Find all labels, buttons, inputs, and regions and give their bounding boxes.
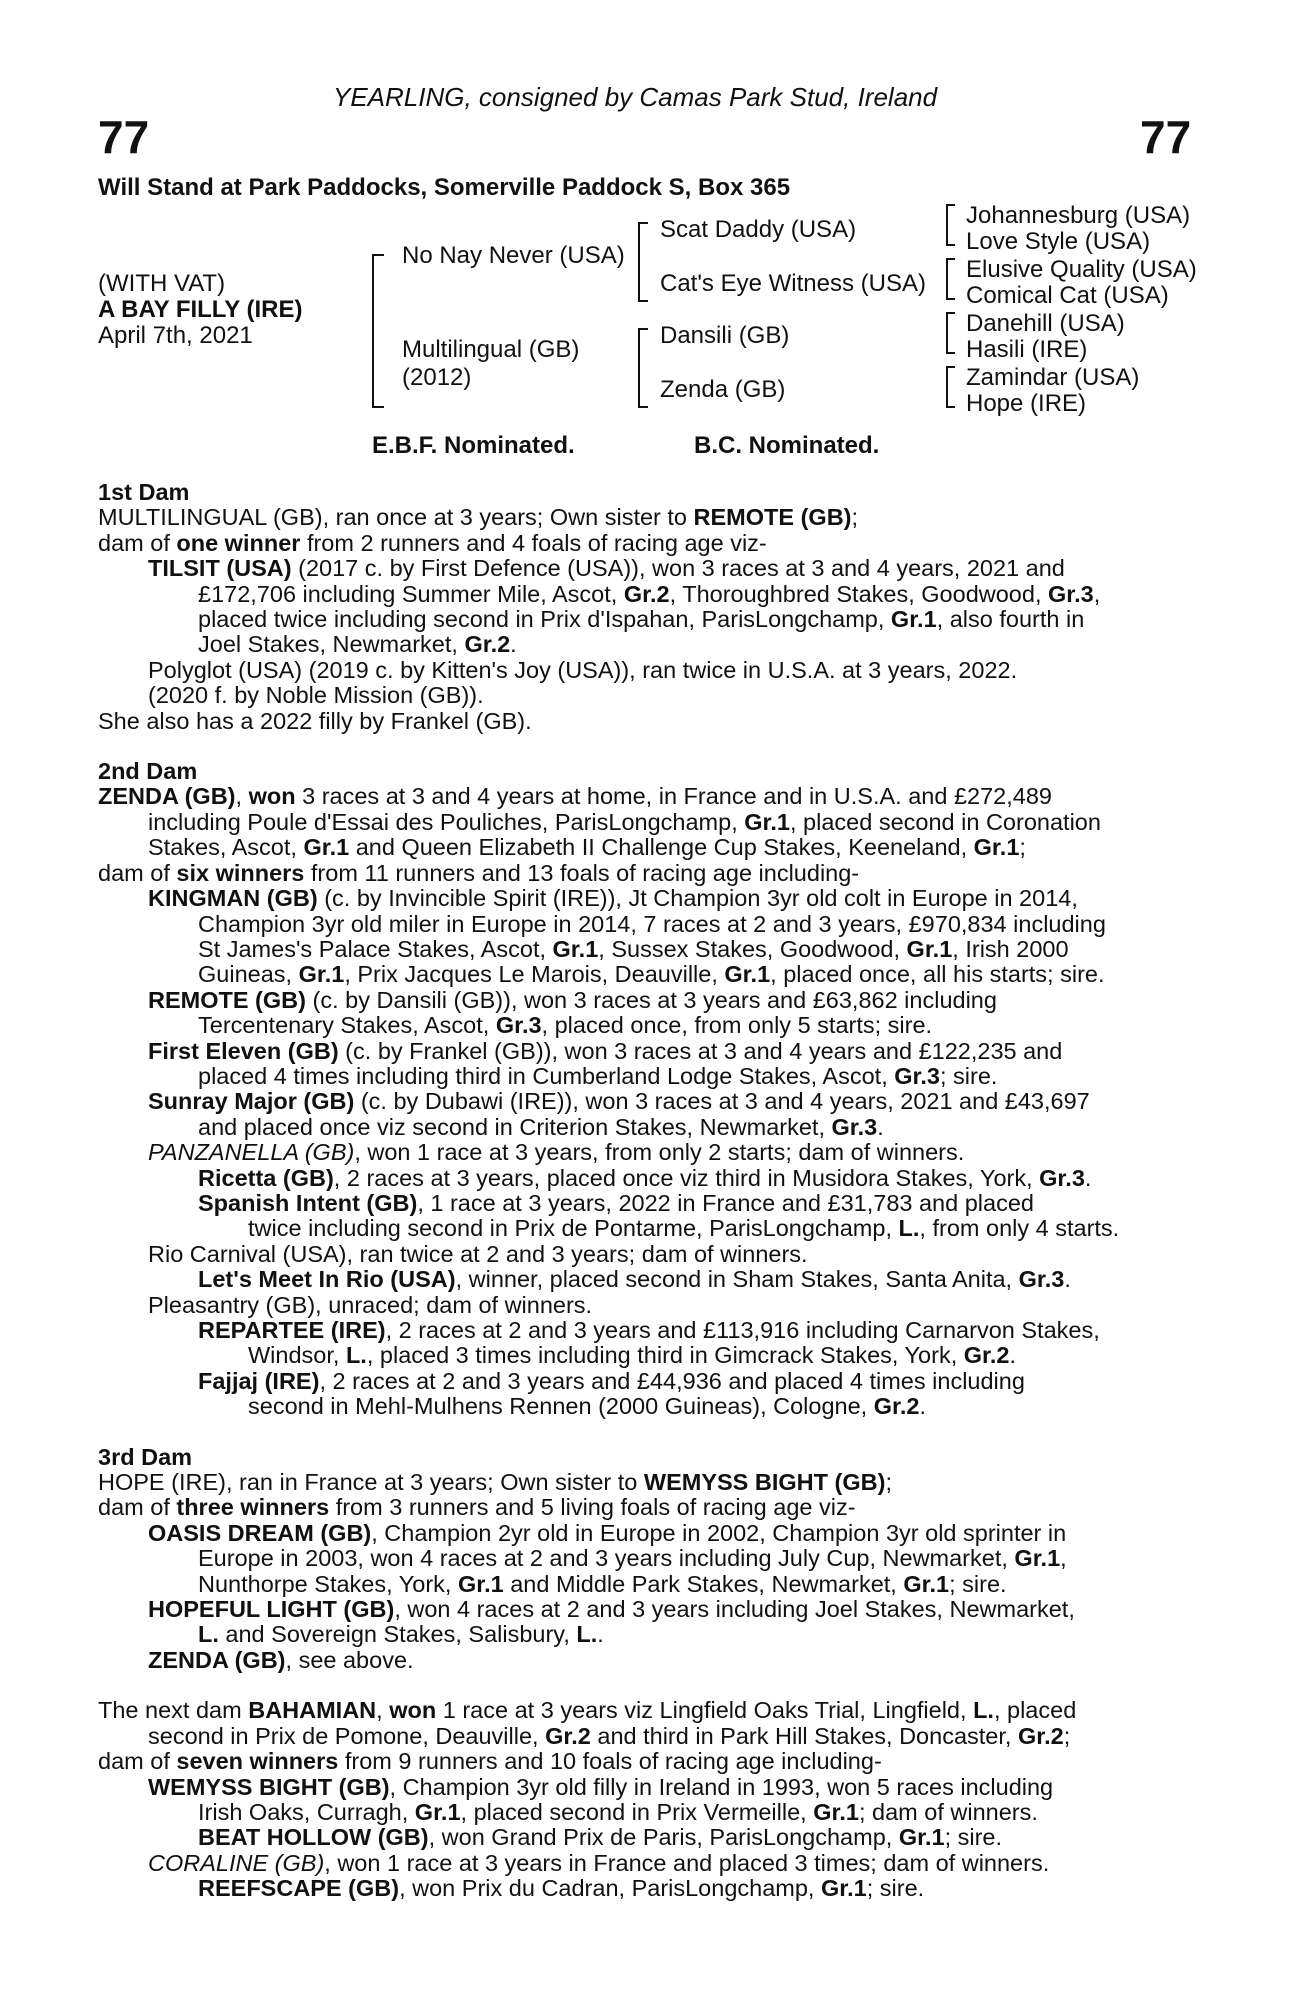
produce-repartee: REPARTEE (IRE), 2 races at 2 and 3 years and £113,916 including Carnarvon Stakes, <box>198 1317 1100 1343</box>
produce-beat-hollow: BEAT HOLLOW (GB), won Grand Prix de Paris, ParisLongchamp, Gr.1; sire. <box>198 1824 1003 1851</box>
produce-polyglot: Polyglot (USA) (2019 c. by Kitten's Joy (USA)), ran twice in U.S.A. at 3 years, 2022. <box>148 656 1018 683</box>
second-dam-heading: 2nd Dam <box>98 758 198 785</box>
ggdam-4: Hope (IRE) <box>966 390 1087 417</box>
lot-number-left: 77 <box>98 111 150 163</box>
brace-dam <box>638 328 648 408</box>
ggdam-1: Love Style (USA) <box>966 228 1151 255</box>
produce-2022-filly: She also has a 2022 filly by Frankel (GB). <box>98 707 532 734</box>
next-dam-bahamian: The next dam BAHAMIAN, won 1 race at 3 years viz Lingfield Oaks Trial, Lingfield, L., placed <box>98 1697 1077 1724</box>
ggsire-4: Zamindar (USA) <box>966 364 1140 391</box>
ggsire-3: Danehill (USA) <box>966 310 1125 337</box>
dam-year: (2012) <box>402 364 472 391</box>
produce-rio-carnival: Rio Carnival (USA), ran twice at 2 and 3 years; dam of winners. <box>148 1240 808 1267</box>
produce-tilsit: TILSIT (USA) (2017 c. by First Defence (USA)), won 3 races at 3 and 4 years, 2021 and <box>148 555 1065 582</box>
ggdam-2: Comical Cat (USA) <box>966 282 1169 309</box>
dam-sire: Dansili (GB) <box>660 322 790 349</box>
brace-g1 <box>946 204 955 246</box>
first-dam-line: MULTILINGUAL (GB), ran once at 3 years; Own sister to REMOTE (GB); <box>98 504 859 531</box>
produce-oasis-dream: OASIS DREAM (GB), Champion 2yr old in Europe in 2002, Champion 3yr old sprinter in <box>148 1519 1067 1546</box>
produce-pleasantry: Pleasantry (GB), unraced; dam of winners. <box>148 1291 593 1318</box>
produce-zenda: ZENDA (GB), see above. <box>148 1646 414 1673</box>
vat-note: (WITH VAT) <box>98 270 226 297</box>
brace-g4 <box>946 366 955 408</box>
bc-nominated: B.C. Nominated. <box>694 432 880 459</box>
lot-name: A BAY FILLY (IRE) <box>98 296 303 323</box>
sire-dam: Cat's Eye Witness (USA) <box>660 270 926 297</box>
produce-panzanella: PANZANELLA (GB), won 1 race at 3 years, from only 2 starts; dam of winners. <box>148 1139 965 1166</box>
second-dam-zenda: ZENDA (GB), won 3 races at 3 and 4 years at home, in France and in U.S.A. and £272,489 <box>98 783 1052 810</box>
brace-main <box>372 254 384 408</box>
next-dam-produce-summary: dam of seven winners from 9 runners and 10 foals of racing age including- <box>98 1748 882 1775</box>
third-dam-produce-summary: dam of three winners from 3 runners and 5 living foals of racing age viz- <box>98 1494 856 1521</box>
produce-fajjaj: Fajjaj (IRE), 2 races at 2 and 3 years and £44,936 and placed 4 times including <box>198 1367 1025 1394</box>
produce-2020-filly: (2020 f. by Noble Mission (GB)). <box>148 682 484 709</box>
catalogue-body: 1st Dam MULTILINGUAL (GB), ran once at 3 years; Own sister to REMOTE (GB); dam of one winner from 2 runners and 4 foals of racing age viz- TILSIT (USA) (2017 c. by First Defence (USA)), won 3 races at 3 and 4 years, 2021 and £172,706 including Summer Mile, Ascot, Gr.2, Thoroughbred Stakes, Goodwood, Gr.3, placed twice including second in Prix d'Ispahan, ParisLongchamp, Gr.1, also fourth in Joel Stakes, Newmarket, Gr.2. Polyglot (USA) (2019 c. by Kitten's Joy (USA)), ran twice in U.S.A. at 3 years, 2022. (2020 f. by Noble Mission (GB)). She also has a 2022 filly by Frankel (GB). 2nd Dam ZENDA (GB), won 3 races at 3 and 4 years at home, in France and in U.S.A. and £272,489 including Poule d'Essai des Pouliches, ParisLongchamp, Gr.1, placed second in Coronation Stakes, Ascot, Gr.1 and Queen Elizabeth II Challenge Cup Stakes, Keeneland, Gr.1; dam of six winners from 11 runners and 13 foals of racing age including- KINGMAN (GB) (c. by Invincible Spirit (IRE)), Jt Champion 3yr old colt in Europe in 2014, Champion 3yr old miler in Europe in 2014, 7 races at 2 and 3 years, £970,834 including St James's Palace Stakes, Ascot, Gr.1, Sussex Stakes, Goodwood, Gr.1, Irish 2000 Guineas, Gr.1, Prix Jacques Le Marois, Deauville, Gr.1, placed once, all his starts; sire. REMOTE (GB) (c. by Dansili (GB)), won 3 races at 3 years and £63,862 including Tercentenary Stakes, Ascot, Gr.3, placed once, from only 5 starts; sire. First Eleven (GB) (c. by Frankel (GB)), won 3 races at 3 and 4 years and £122,235 and placed 4 times including third in Cumberland Lodge Stakes, Ascot, Gr.3; sire. Sunray Major (GB) (c. by Dubawi (IRE)), won 3 races at 3 and 4 years, 2021 and £43,697 and placed once viz second in Criterion Stakes, Newmarket, Gr.3. PANZANELLA (GB), won 1 race at 3 years, from only 2 starts; dam of winners. Ricetta (GB), 2 races at 3 years, placed once viz third in Musidora Stakes, York, Gr.3. Spanish Intent (GB), 1 race at 3 years, 2022 in France and £31,783 and placed twice including second in Prix de Pontarme, ParisLongchamp, L., from only 4 starts. Rio Carnival (USA), ran twice at 2 and 3 years; dam of winners. Let's Meet In Rio (USA), winner, placed second in Sham Stakes, Santa Anita, Gr.3. Pleasantry (GB), unraced; dam of winners. REPARTEE (IRE), 2 races at 2 and 3 years and £113,916 including Carnarvon Stakes, Windsor, L., placed 3 times including third in Gimcrack Stakes, York, Gr.2. Fajjaj (IRE), 2 races at 2 and 3 years and £44,936 and placed 4 times including second in Mehl-Mulhens Rennen (2000 Guineas), Cologne, Gr.2. 3rd Dam HOPE (IRE), ran in France at 3 years; Own sister to WEMYSS BIGHT (GB); dam of three winners from 3 runners and 5 living foals of racing age viz- OASIS DREAM (GB), Champion 2yr old in Europe in 2002, Champion 3yr old sprinter in Europe in 2003, won 4 races at 2 and 3 years including July Cup, Newmarket, Gr.1, Nunthorpe Stakes, York, Gr.1 and Middle Park Stakes, Newmarket, Gr.1; sire. HOPEFUL LIGHT (GB), won 4 races at 2 and 3 years including Joel Stakes, Newmarket, L. and Sovereign Stakes, Salisbury, L.. ZENDA (GB), see above. The next dam BAHAMIAN, won 1 race at 3 years viz Lingfield Oaks Trial, Lingfield, L., placed second in Prix de Pomone, Deauville, Gr.2 and third in Park Hill Stakes, Doncaster, Gr.2; dam of seven winners from 9 runners and 10 foals of racing age including- WEMYSS BIGHT (GB), Champion 3yr old filly in Ireland in 1993, won 5 races including Irish Oaks, Curragh, Gr.1, placed second in Prix Vermeille, Gr.1; dam of winners. BEAT HOLLOW (GB), won Grand Prix de Paris, ParisLongchamp, Gr.1; sire. CORALINE (GB), won 1 race at 3 years in France and placed 3 times; dam of winners. REEFSCAPE (GB), won Prix du Cadran, ParisLongchamp, Gr.1; sire. <box>98 480 1194 1902</box>
produce-ricetta: Ricetta (GB), 2 races at 3 years, placed once viz third in Musidora Stakes, York, Gr.3. <box>198 1164 1092 1191</box>
brace-sire <box>638 222 648 302</box>
ggsire-2: Elusive Quality (USA) <box>966 256 1197 283</box>
stand-location: Will Stand at Park Paddocks, Somerville Paddock S, Box 365 <box>98 174 791 201</box>
brace-g3 <box>946 312 955 354</box>
sire: No Nay Never (USA) <box>402 242 625 269</box>
produce-lets-meet-in-rio: Let's Meet In Rio (USA), winner, placed second in Sham Stakes, Santa Anita, Gr.3. <box>198 1266 1071 1293</box>
sire-sire: Scat Daddy (USA) <box>660 216 857 243</box>
ggdam-3: Hasili (IRE) <box>966 336 1088 363</box>
produce-kingman: KINGMAN (GB) (c. by Invincible Spirit (IRE)), Jt Champion 3yr old colt in Europe in 2014, <box>148 885 1078 912</box>
ggsire-1: Johannesburg (USA) <box>966 202 1191 229</box>
produce-spanish-intent: Spanish Intent (GB), 1 race at 3 years, 2022 in France and £31,783 and placed <box>198 1189 1034 1216</box>
produce-reefscape: REEFSCAPE (GB), won Prix du Cadran, ParisLongchamp, Gr.1; sire. <box>198 1875 925 1902</box>
produce-coraline: CORALINE (GB), won 1 race at 3 years in France and placed 3 times; dam of winners. <box>148 1849 1050 1876</box>
foaling-date: April 7th, 2021 <box>98 322 253 349</box>
dam-dam: Zenda (GB) <box>660 376 786 403</box>
first-dam-produce-summary: dam of one winner from 2 runners and 4 foals of racing age viz- <box>98 529 767 556</box>
lot-number-right: 77 <box>1140 111 1192 163</box>
brace-g2 <box>946 258 955 300</box>
produce-hopeful-light: HOPEFUL LIGHT (GB), won 4 races at 2 and 3 years including Joel Stakes, Newmarket, <box>148 1596 1075 1623</box>
third-dam-heading: 3rd Dam <box>98 1443 193 1470</box>
produce-remote: REMOTE (GB) (c. by Dansili (GB)), won 3 races at 3 years and £63,862 including <box>148 986 997 1013</box>
first-dam-heading: 1st Dam <box>98 479 190 505</box>
produce-first-eleven: First Eleven (GB) (c. by Frankel (GB)), won 3 races at 3 and 4 years and £122,235 and <box>148 1037 1063 1064</box>
third-dam-hope: HOPE (IRE), ran in France at 3 years; Own sister to WEMYSS BIGHT (GB); <box>98 1469 892 1496</box>
consignor-heading: YEARLING, consigned by Camas Park Stud, Ireland <box>333 82 938 112</box>
produce-sunray-major: Sunray Major (GB) (c. by Dubawi (IRE)), won 3 races at 3 and 4 years, 2021 and £43,697 <box>148 1088 1090 1115</box>
dam-name: Multilingual (GB) <box>402 336 580 363</box>
produce-wemyss-bight: WEMYSS BIGHT (GB), Champion 3yr old filly in Ireland in 1993, won 5 races including <box>148 1773 1054 1800</box>
ebf-nominated: E.B.F. Nominated. <box>372 432 575 459</box>
second-dam-produce-summary: dam of six winners from 11 runners and 13 foals of racing age including- <box>98 859 860 886</box>
